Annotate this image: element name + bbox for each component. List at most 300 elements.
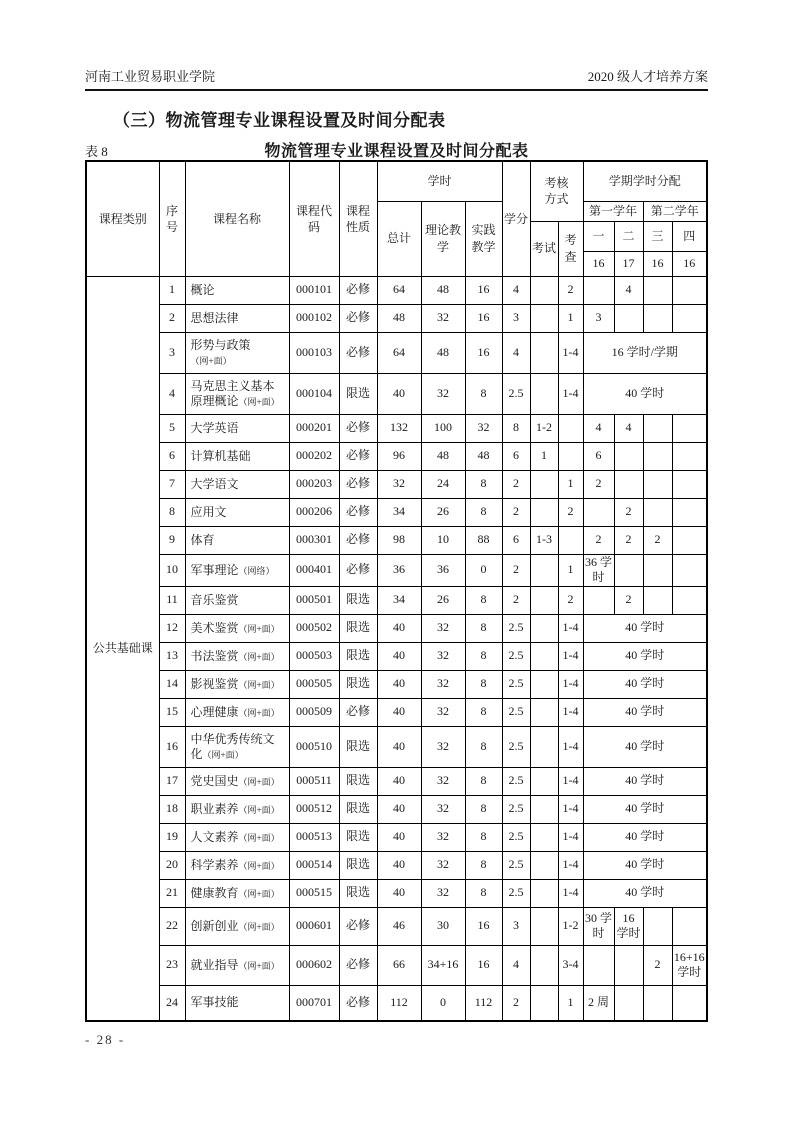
cell-check-semester: 1-4 xyxy=(558,670,583,698)
table-label: 表 8 xyxy=(85,144,108,159)
cell-exam-semester xyxy=(530,795,558,823)
cell-no: 22 xyxy=(159,907,185,945)
cell-course-nature: 限选 xyxy=(339,767,377,795)
cell-semester-4 xyxy=(672,526,707,554)
header-no: 序号 xyxy=(159,161,185,276)
cell-semester-3 xyxy=(643,414,672,442)
cell-semester-2 xyxy=(614,304,643,332)
cell-course-name: 健康教育（网+面） xyxy=(185,879,289,907)
cell-semester-3: 2 xyxy=(643,526,672,554)
cell-check-semester: 1 xyxy=(558,554,583,586)
cell-semester-2: 2 xyxy=(614,526,643,554)
cell-theory-hours: 48 xyxy=(421,332,465,373)
course-row-4 xyxy=(86,373,707,414)
cell-course-name: 书法鉴赏（网+面） xyxy=(185,642,289,670)
cell-practice-hours: 16 xyxy=(465,332,502,373)
cell-semester-1 xyxy=(583,945,614,985)
cell-total-hours: 40 xyxy=(377,614,421,642)
course-name-subtext: （网+面） xyxy=(238,776,280,787)
cell-total-hours: 40 xyxy=(377,851,421,879)
cell-course-code: 000509 xyxy=(289,698,339,726)
cell-theory-hours: 48 xyxy=(421,276,465,304)
cell-exam-semester xyxy=(530,304,558,332)
cell-course-name: 美术鉴赏（网+面） xyxy=(185,614,289,642)
cell-semester-2 xyxy=(614,554,643,586)
cell-credit: 6 xyxy=(502,526,530,554)
cell-theory-hours: 26 xyxy=(421,498,465,526)
cell-no: 8 xyxy=(159,498,185,526)
cell-semester-3 xyxy=(643,586,672,614)
cell-credit: 2 xyxy=(502,586,530,614)
course-name-subtext: （网+面） xyxy=(238,396,280,407)
cell-no: 13 xyxy=(159,642,185,670)
cell-course-code: 000511 xyxy=(289,767,339,795)
cell-practice-hours: 16 xyxy=(465,945,502,985)
course-name-subtext: （网+面） xyxy=(238,960,280,971)
course-row-19 xyxy=(86,823,707,851)
header-assessment-label: 考核方式 xyxy=(544,176,569,207)
cell-semester-span: 40 学时 xyxy=(583,767,707,795)
cell-exam-semester: 1-2 xyxy=(530,414,558,442)
cell-total-hours: 96 xyxy=(377,442,421,470)
cell-total-hours: 40 xyxy=(377,726,421,767)
cell-semester-4 xyxy=(672,304,707,332)
course-row-23 xyxy=(86,945,707,985)
cell-exam-semester xyxy=(530,554,558,586)
cell-course-name: 体育 xyxy=(185,526,289,554)
cell-course-code: 000206 xyxy=(289,498,339,526)
cell-credit: 2.5 xyxy=(502,373,530,414)
header-practice-hours: 实践教学 xyxy=(465,201,502,276)
cell-course-nature: 必修 xyxy=(339,442,377,470)
cell-course-code: 000401 xyxy=(289,554,339,586)
cell-practice-hours: 8 xyxy=(465,823,502,851)
cell-semester-4 xyxy=(672,442,707,470)
table-title: 物流管理专业课程设置及时间分配表 xyxy=(264,143,529,160)
cell-practice-hours: 8 xyxy=(465,698,502,726)
cell-check-semester: 1-4 xyxy=(558,823,583,851)
cell-practice-hours: 8 xyxy=(465,586,502,614)
cell-check-semester: 3-4 xyxy=(558,945,583,985)
cell-credit: 6 xyxy=(502,442,530,470)
cell-check-semester: 1-4 xyxy=(558,795,583,823)
course-name-subtext: （网+面） xyxy=(238,832,280,843)
cell-course-name: 党史国史（网+面） xyxy=(185,767,289,795)
cell-semester-4 xyxy=(672,470,707,498)
cell-practice-hours: 8 xyxy=(465,795,502,823)
cell-course-nature: 限选 xyxy=(339,586,377,614)
course-name-subtext: （网+面） xyxy=(238,707,280,718)
cell-total-hours: 48 xyxy=(377,304,421,332)
course-row-9 xyxy=(86,526,707,554)
cell-semester-span: 40 学时 xyxy=(583,642,707,670)
cell-course-name: 军事理论（网络） xyxy=(185,554,289,586)
cell-credit: 8 xyxy=(502,414,530,442)
cell-semester-2: 2 xyxy=(614,586,643,614)
cell-exam-semester xyxy=(530,470,558,498)
course-name-subtext: （网+面） xyxy=(190,355,232,366)
cell-practice-hours: 8 xyxy=(465,373,502,414)
cell-exam-semester xyxy=(530,332,558,373)
cell-course-name: 概论 xyxy=(185,276,289,304)
cell-course-nature: 限选 xyxy=(339,614,377,642)
cell-semester-4: 16+16学时 xyxy=(672,945,707,985)
cell-practice-hours: 8 xyxy=(465,498,502,526)
cell-course-name: 中华优秀传统文 化（网+面） xyxy=(185,726,289,767)
cell-course-code: 000515 xyxy=(289,879,339,907)
course-row-1 xyxy=(86,276,707,304)
cell-exam-semester xyxy=(530,945,558,985)
cell-course-nature: 必修 xyxy=(339,907,377,945)
cell-semester-2: 4 xyxy=(614,414,643,442)
cell-credit: 2 xyxy=(502,498,530,526)
table-caption-line xyxy=(85,138,708,158)
cell-course-name: 思想法律 xyxy=(185,304,289,332)
cell-course-name: 心理健康（网+面） xyxy=(185,698,289,726)
cell-course-code: 000602 xyxy=(289,945,339,985)
course-name-subtext: （网+面） xyxy=(202,749,244,760)
cell-no: 21 xyxy=(159,879,185,907)
cell-semester-1: 2 xyxy=(583,470,614,498)
header-weeks4: 16 xyxy=(672,251,707,276)
cell-theory-hours: 100 xyxy=(421,414,465,442)
cell-exam-semester xyxy=(530,642,558,670)
cell-theory-hours: 32 xyxy=(421,614,465,642)
cell-semester-1: 30 学时 xyxy=(583,907,614,945)
header-sem1: 一 xyxy=(583,221,614,251)
header-hours: 学时 xyxy=(377,161,502,201)
cell-practice-hours: 8 xyxy=(465,767,502,795)
course-row-5 xyxy=(86,414,707,442)
cell-no: 10 xyxy=(159,554,185,586)
cell-total-hours: 64 xyxy=(377,276,421,304)
cell-course-name: 马克思主义基本 原理概论（网+面） xyxy=(185,373,289,414)
cell-exam-semester xyxy=(530,373,558,414)
cell-semester-3 xyxy=(643,498,672,526)
cell-no: 18 xyxy=(159,795,185,823)
cell-practice-hours: 8 xyxy=(465,642,502,670)
cell-check-semester: 1-4 xyxy=(558,726,583,767)
cell-course-name: 应用文 xyxy=(185,498,289,526)
cell-theory-hours: 24 xyxy=(421,470,465,498)
cell-theory-hours: 36 xyxy=(421,554,465,586)
cell-check-semester: 1 xyxy=(558,304,583,332)
cell-no: 9 xyxy=(159,526,185,554)
cell-theory-hours: 0 xyxy=(421,985,465,1021)
cell-total-hours: 40 xyxy=(377,767,421,795)
cell-exam-semester xyxy=(530,851,558,879)
header-sem4: 四 xyxy=(672,221,707,251)
cell-semester-1: 6 xyxy=(583,442,614,470)
cell-course-name: 就业指导（网+面） xyxy=(185,945,289,985)
cell-check-semester: 2 xyxy=(558,586,583,614)
header-exam: 考试 xyxy=(530,221,558,276)
cell-no: 17 xyxy=(159,767,185,795)
course-row-7 xyxy=(86,470,707,498)
course-row-24 xyxy=(86,985,707,1021)
course-name-subtext: （网+面） xyxy=(238,860,280,871)
cell-semester-1: 4 xyxy=(583,414,614,442)
cell-course-code: 000510 xyxy=(289,726,339,767)
cell-course-name: 人文素养（网+面） xyxy=(185,823,289,851)
cell-credit: 4 xyxy=(502,332,530,373)
cell-course-name: 形势与政策 （网+面） xyxy=(185,332,289,373)
cell-exam-semester xyxy=(530,985,558,1021)
cell-semester-3 xyxy=(643,985,672,1021)
cell-theory-hours: 32 xyxy=(421,767,465,795)
cell-practice-hours: 8 xyxy=(465,851,502,879)
cell-credit: 2.5 xyxy=(502,879,530,907)
cell-total-hours: 40 xyxy=(377,823,421,851)
cell-semester-1 xyxy=(583,276,614,304)
cell-credit: 2.5 xyxy=(502,767,530,795)
cell-theory-hours: 48 xyxy=(421,442,465,470)
cell-semester-2 xyxy=(614,442,643,470)
course-name-subtext: （网+面） xyxy=(238,651,280,662)
course-name-subtext: （网+面） xyxy=(238,623,280,634)
cell-check-semester: 1-4 xyxy=(558,614,583,642)
cell-total-hours: 34 xyxy=(377,498,421,526)
cell-credit: 4 xyxy=(502,276,530,304)
cell-total-hours: 32 xyxy=(377,470,421,498)
header-category: 课程类别 xyxy=(86,161,159,276)
cell-practice-hours: 0 xyxy=(465,554,502,586)
cell-exam-semester xyxy=(530,879,558,907)
cell-semester-span: 40 学时 xyxy=(583,879,707,907)
cell-course-nature: 限选 xyxy=(339,823,377,851)
course-row-16 xyxy=(86,726,707,767)
cell-semester-3 xyxy=(643,470,672,498)
cell-semester-span: 40 学时 xyxy=(583,373,707,414)
cell-practice-hours: 8 xyxy=(465,470,502,498)
cell-semester-2 xyxy=(614,945,643,985)
header-course-name: 课程名称 xyxy=(185,161,289,276)
course-name-subtext: （网+面） xyxy=(238,888,280,899)
cell-course-nature: 限选 xyxy=(339,642,377,670)
cell-semester-4 xyxy=(672,276,707,304)
header-year1: 第一学年 xyxy=(583,201,643,221)
cell-no: 2 xyxy=(159,304,185,332)
cell-no: 14 xyxy=(159,670,185,698)
cell-theory-hours: 32 xyxy=(421,373,465,414)
cell-semester-1: 2 周 xyxy=(583,985,614,1021)
cell-no: 11 xyxy=(159,586,185,614)
cell-semester-4 xyxy=(672,414,707,442)
cell-no: 6 xyxy=(159,442,185,470)
course-name-subtext: （网+面） xyxy=(238,679,280,690)
cell-exam-semester xyxy=(530,498,558,526)
cell-total-hours: 40 xyxy=(377,642,421,670)
course-name-subtext: （网+面） xyxy=(238,804,280,815)
cell-credit: 3 xyxy=(502,304,530,332)
cell-no: 19 xyxy=(159,823,185,851)
cell-course-nature: 必修 xyxy=(339,276,377,304)
cell-course-nature: 必修 xyxy=(339,304,377,332)
cell-practice-hours: 112 xyxy=(465,985,502,1021)
cell-practice-hours: 8 xyxy=(465,670,502,698)
cell-semester-2: 2 xyxy=(614,498,643,526)
cell-exam-semester xyxy=(530,907,558,945)
cell-course-name: 职业素养（网+面） xyxy=(185,795,289,823)
cell-semester-span: 40 学时 xyxy=(583,670,707,698)
cell-semester-3: 2 xyxy=(643,945,672,985)
cell-semester-1: 36 学时 xyxy=(583,554,614,586)
cell-semester-span: 40 学时 xyxy=(583,726,707,767)
cell-no: 4 xyxy=(159,373,185,414)
header-semester-dist: 学期学时分配 xyxy=(583,161,707,201)
header-weeks2: 17 xyxy=(614,251,643,276)
cell-no: 7 xyxy=(159,470,185,498)
cell-course-code: 000512 xyxy=(289,795,339,823)
cell-semester-span: 16 学时/学期 xyxy=(583,332,707,373)
cell-semester-4 xyxy=(672,554,707,586)
cell-credit: 2.5 xyxy=(502,823,530,851)
table-body xyxy=(86,276,707,1021)
cell-check-semester: 1-4 xyxy=(558,851,583,879)
cell-total-hours: 40 xyxy=(377,795,421,823)
header-total-hours: 总计 xyxy=(377,201,421,276)
cell-practice-hours: 8 xyxy=(465,879,502,907)
cell-theory-hours: 32 xyxy=(421,304,465,332)
cell-no: 16 xyxy=(159,726,185,767)
cell-total-hours: 46 xyxy=(377,907,421,945)
cell-practice-hours: 16 xyxy=(465,304,502,332)
cell-total-hours: 132 xyxy=(377,414,421,442)
cell-check-semester: 1-2 xyxy=(558,907,583,945)
cell-theory-hours: 32 xyxy=(421,726,465,767)
cell-practice-hours: 88 xyxy=(465,526,502,554)
cell-course-nature: 必修 xyxy=(339,332,377,373)
cell-course-name: 军事技能 xyxy=(185,985,289,1021)
course-row-18 xyxy=(86,795,707,823)
cell-exam-semester xyxy=(530,586,558,614)
cell-semester-1: 2 xyxy=(583,526,614,554)
cell-credit: 2.5 xyxy=(502,726,530,767)
cell-check-semester: 1 xyxy=(558,985,583,1021)
course-row-6 xyxy=(86,442,707,470)
course-row-22 xyxy=(86,907,707,945)
cell-semester-1 xyxy=(583,498,614,526)
cell-theory-hours: 30 xyxy=(421,907,465,945)
course-row-17 xyxy=(86,767,707,795)
cell-total-hours: 36 xyxy=(377,554,421,586)
course-row-13 xyxy=(86,642,707,670)
cell-theory-hours: 32 xyxy=(421,879,465,907)
cell-semester-3 xyxy=(643,304,672,332)
cell-exam-semester xyxy=(530,670,558,698)
cell-check-semester: 2 xyxy=(558,498,583,526)
cell-theory-hours: 32 xyxy=(421,698,465,726)
cell-exam-semester xyxy=(530,276,558,304)
cell-check-semester: 1 xyxy=(558,470,583,498)
header-plan-name: 2020 级人才培养方案 xyxy=(587,69,708,84)
course-row-8 xyxy=(86,498,707,526)
cell-theory-hours: 32 xyxy=(421,851,465,879)
cell-no: 3 xyxy=(159,332,185,373)
cell-check-semester: 1-4 xyxy=(558,373,583,414)
header-sem3: 三 xyxy=(643,221,672,251)
cell-course-code: 000203 xyxy=(289,470,339,498)
cell-semester-1 xyxy=(583,586,614,614)
cell-course-name: 大学英语 xyxy=(185,414,289,442)
cell-no: 23 xyxy=(159,945,185,985)
cell-check-semester: 1-4 xyxy=(558,879,583,907)
table-header xyxy=(86,161,707,276)
cell-semester-2: 4 xyxy=(614,276,643,304)
cell-course-code: 000601 xyxy=(289,907,339,945)
cell-semester-3 xyxy=(643,276,672,304)
cell-course-name: 科学素养（网+面） xyxy=(185,851,289,879)
cell-check-semester xyxy=(558,414,583,442)
cell-credit: 2.5 xyxy=(502,642,530,670)
cell-course-code: 000102 xyxy=(289,304,339,332)
cell-exam-semester: 1 xyxy=(530,442,558,470)
cell-practice-hours: 48 xyxy=(465,442,502,470)
course-row-14 xyxy=(86,670,707,698)
cell-practice-hours: 8 xyxy=(465,726,502,767)
header-sem2: 二 xyxy=(614,221,643,251)
cell-course-code: 000101 xyxy=(289,276,339,304)
cell-semester-3 xyxy=(643,554,672,586)
cell-total-hours: 40 xyxy=(377,373,421,414)
cell-practice-hours: 32 xyxy=(465,414,502,442)
cell-theory-hours: 34+16 xyxy=(421,945,465,985)
cell-semester-span: 40 学时 xyxy=(583,795,707,823)
cell-credit: 2.5 xyxy=(502,670,530,698)
cell-exam-semester xyxy=(530,726,558,767)
cell-exam-semester xyxy=(530,614,558,642)
cell-course-nature: 限选 xyxy=(339,795,377,823)
cell-check-semester: 1-4 xyxy=(558,642,583,670)
cell-exam-semester xyxy=(530,823,558,851)
cell-course-nature: 限选 xyxy=(339,670,377,698)
header-year2: 第二学年 xyxy=(643,201,707,221)
header-check: 考查 xyxy=(558,221,583,276)
cell-course-code: 000514 xyxy=(289,851,339,879)
cell-course-nature: 必修 xyxy=(339,526,377,554)
cell-total-hours: 40 xyxy=(377,879,421,907)
cell-course-code: 000301 xyxy=(289,526,339,554)
cell-semester-3 xyxy=(643,907,672,945)
cell-course-nature: 必修 xyxy=(339,554,377,586)
cell-course-nature: 必修 xyxy=(339,985,377,1021)
course-schedule-table xyxy=(85,160,708,1022)
cell-course-code: 000202 xyxy=(289,442,339,470)
cell-semester-2 xyxy=(614,985,643,1021)
cell-course-code: 000513 xyxy=(289,823,339,851)
cell-semester-span: 40 学时 xyxy=(583,698,707,726)
cell-check-semester xyxy=(558,526,583,554)
cell-semester-span: 40 学时 xyxy=(583,851,707,879)
course-row-20 xyxy=(86,851,707,879)
cell-course-name: 影视鉴赏（网+面） xyxy=(185,670,289,698)
cell-total-hours: 98 xyxy=(377,526,421,554)
cell-credit: 2.5 xyxy=(502,795,530,823)
cell-credit: 2 xyxy=(502,554,530,586)
header-course-code: 课程代码 xyxy=(289,161,339,276)
cell-course-code: 000501 xyxy=(289,586,339,614)
cell-check-semester xyxy=(558,442,583,470)
page-number: - 28 - xyxy=(85,1032,126,1047)
cell-no: 1 xyxy=(159,276,185,304)
cell-category: 公共基础课 xyxy=(86,276,159,1021)
cell-theory-hours: 32 xyxy=(421,823,465,851)
course-row-10 xyxy=(86,554,707,586)
cell-credit: 2.5 xyxy=(502,614,530,642)
cell-semester-span: 40 学时 xyxy=(583,823,707,851)
page-header xyxy=(85,66,708,91)
cell-semester-4 xyxy=(672,586,707,614)
